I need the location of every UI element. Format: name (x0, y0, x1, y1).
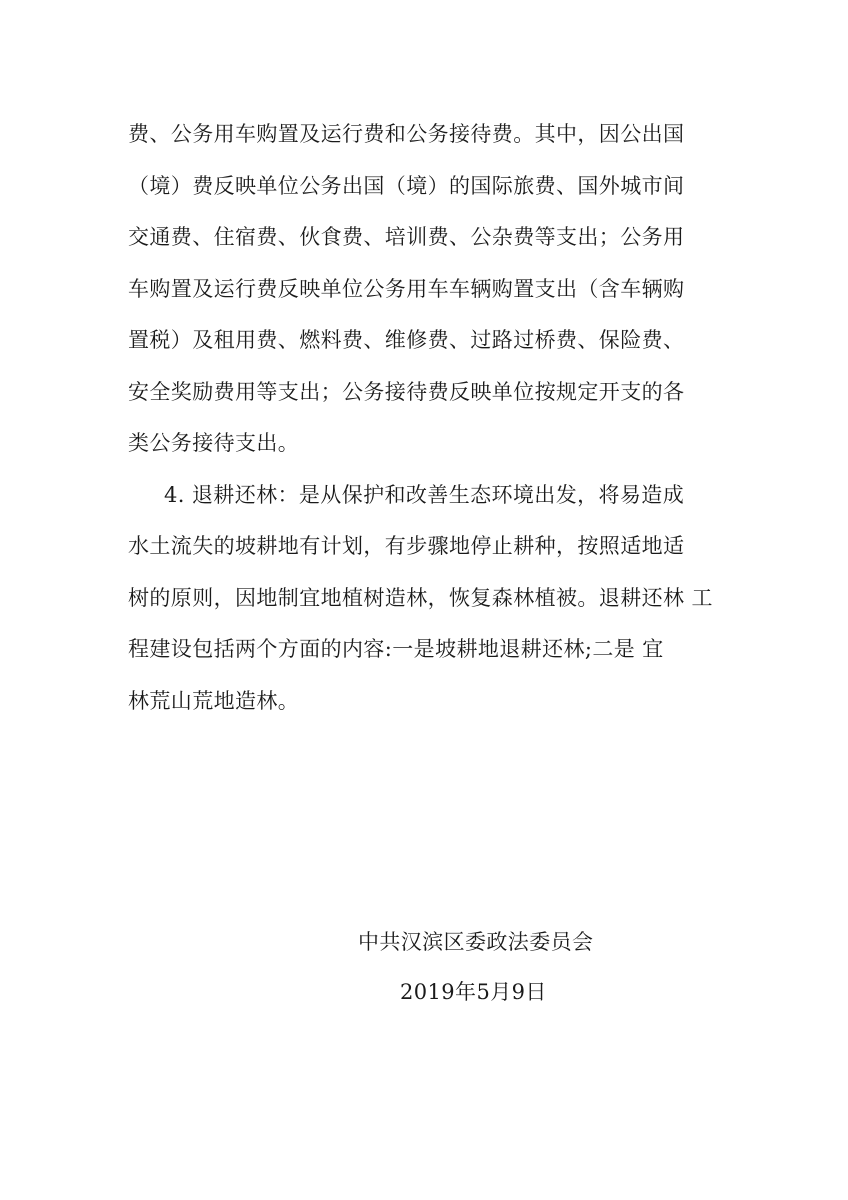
signature-organization: 中共汉滨区委政法委员会 (358, 930, 594, 954)
text-line: （境）费反映单位公务出国（境）的国际旅费、国外城市间 (128, 173, 685, 198)
text-line: 程建设包括两个方面的内容:一是坡耕地退耕还林;二是 宜 (128, 637, 664, 661)
text-line: 车购置及运行费反映单位公务用车车辆购置支出（含车辆购 (128, 276, 685, 301)
text-line: 水土流失的坡耕地有计划，有步骤地停止耕种，按照适地适 (128, 534, 685, 558)
text-line: 安全奖励费用等支出；公务接待费反映单位按规定开支的各 (128, 379, 685, 404)
text-line: 费、公务用车购置及运行费和公务接待费。其中，因公出国 (128, 122, 685, 146)
text-line: 4. 退耕还林：是从保护和改善生态环境出发，将易造成 (164, 482, 685, 507)
text-line: 交通费、住宿费、伙食费、培训费、公杂费等支出；公务用 (128, 225, 685, 249)
signature-date: 2019年5月9日 (400, 980, 547, 1004)
text-line: 类公务接待支出。 (128, 431, 300, 455)
text-line: 树的原则，因地制宜地植树造林，恢复森林植被。退耕还林 工 (128, 585, 713, 610)
body-text (128, 114, 728, 732)
text-line: 林荒山荒地造林。 (128, 688, 300, 713)
text-line: 置税）及租用费、燃料费、维修费、过路过桥费、保险费、 (128, 328, 685, 352)
